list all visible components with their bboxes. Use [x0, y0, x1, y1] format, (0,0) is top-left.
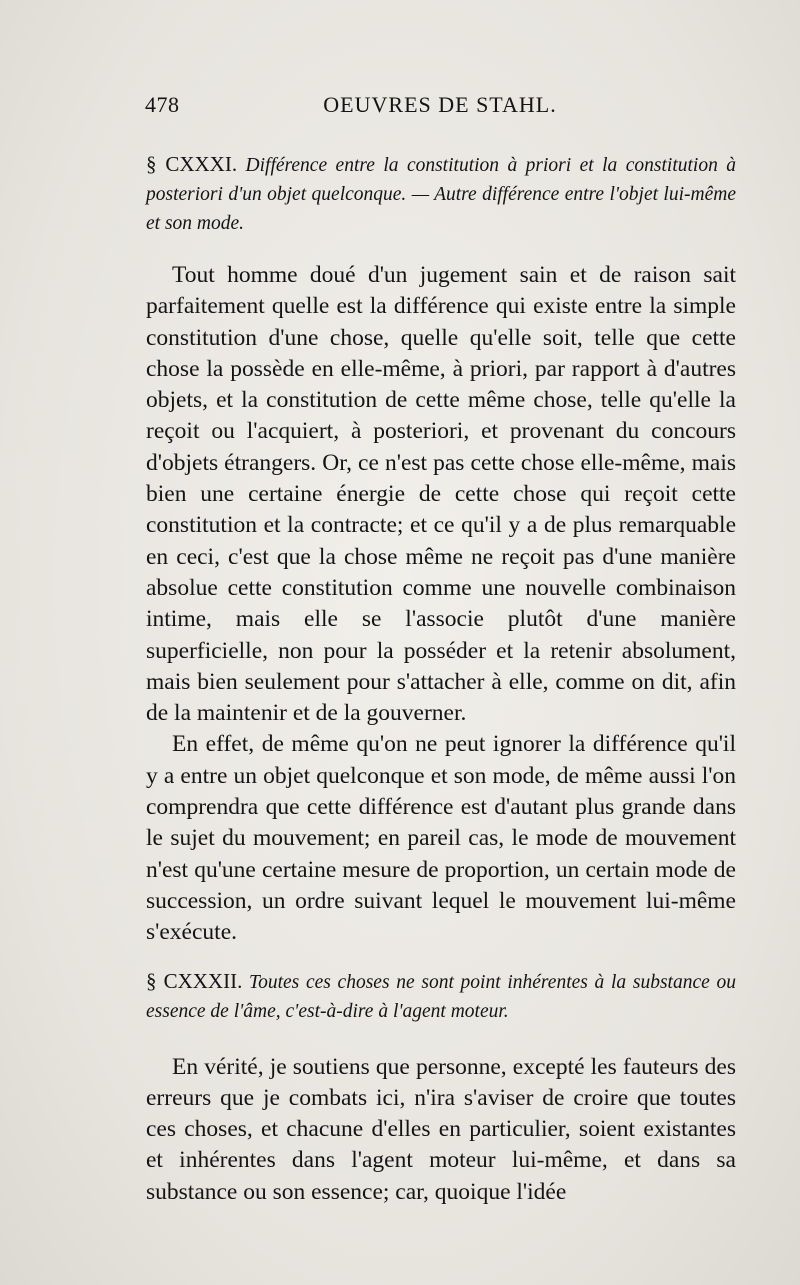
section-title: Différence entre la constitution à priori et la constitution à posteriori d'un objet quelconque. — Autre différence entre l'objet lui-même et son mode. — [146, 155, 737, 234]
section-number: § CXXXI. — [146, 152, 238, 176]
page-body — [146, 150, 736, 1208]
paragraph: Tout homme doué d'un jugement sain et de raison sait parfaitement quelle est la différence qui existe entre la simple constitution d'une chose, quelle qu'elle soit, telle que cette chose la possède en elle-même, à priori, par rapport à d'autres objets, et la constitution de cette même chose, telle qu'elle la reçoit ou l'acquiert, à posteriori, et provenant du concours d'objets étrangers. Or, ce n'est pas cette chose elle-même, mais bien une certaine énergie de cette chose qui reçoit cette constitution et la contracte; et ce qu'il y a de plus remarquable en ceci, c'est que la chose même ne reçoit pas d'une manière absolue cette constitution comme une nouvelle combinaison intime, mais elle se l'associe plutôt d'une manière superficielle, non pour la posséder et la retenir absolument, mais bien seulement pour s'attacher à elle, comme on dit, afin de la maintenir et de la gouverner. — [146, 262, 736, 727]
page-number: 478 — [145, 92, 180, 117]
page-header — [145, 92, 735, 126]
section-heading — [146, 150, 736, 238]
paragraph: En effet, de même qu'on ne peut ignorer la différence qu'il y a entre un objet quelconque et son mode, de même aussi l'on comprendra que cette différence est d'autant plus grande dans le sujet du mouvement; en pareil cas, le mode de mouvement n'est qu'une certaine mesure de proportion, un certain mode de succession, un ordre suivant lequel le mouvement lui-même s'exécute. — [146, 731, 736, 946]
section-heading — [146, 967, 736, 1026]
paragraph: En vérité, je soutiens que personne, excepté les fauteurs des erreurs que je combats ici, n'ira s'aviser de croire que toutes ces choses, et chacune d'elles en particulier, soient existantes et inhérentes dans l'agent moteur lui-même, et dans sa substance ou son essence; car, quoique l'idée — [146, 1053, 736, 1205]
section-title: Toutes ces choses ne sont point inhérentes à la substance ou essence de l'âme, c'est-à-dire à l'agent moteur. — [146, 971, 736, 1022]
running-title: OEUVRES DE STAHL. — [323, 92, 557, 117]
section-number: § CXXXII. — [146, 968, 243, 993]
